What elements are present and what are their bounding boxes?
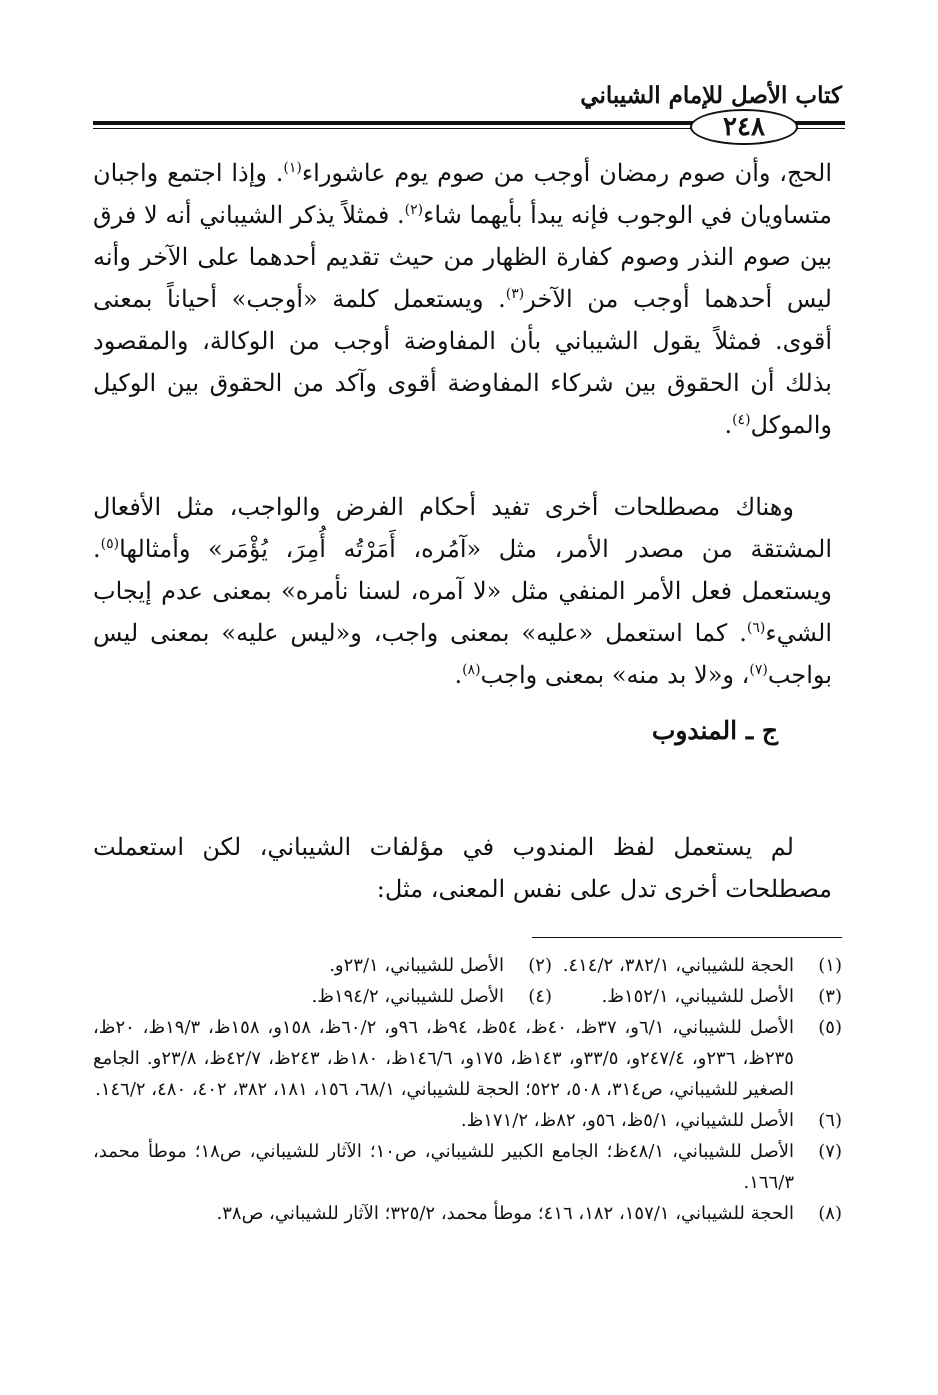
section-heading: ج ـ المندوب xyxy=(651,716,778,745)
footnote-text: الأصل للشيباني، ٥/١ظ، ٥٦و، ٨٢ظ، ١٧١/٢ظ. xyxy=(460,1110,794,1131)
text-run: . xyxy=(454,661,463,689)
text-run: . ويستعمل كلمة «أوجب» أحياناً بمعنى أقوى. فمثلاً يقول الشيباني بأن المفاوضة أوجب من الوكالة، والمقصود بذلك أن الحقوق بين شركاء المفاوضة أقوى وآكد من الحقوق بين الوكيل والموكل xyxy=(93,285,832,439)
footnote-number: (٣) xyxy=(818,986,842,1007)
footnote-ref: (٢) xyxy=(404,202,424,218)
footnote-ref: (٤) xyxy=(732,412,751,428)
paragraph-3-text: لم يستعمل لفظ المندوب في مؤلفات الشيباني، لكن استعملت مصطلحات أخرى تدل على نفس المعنى، مثل: xyxy=(93,833,832,903)
footnote-row xyxy=(93,981,842,1012)
running-header-title: كتاب الأصل للإمام الشيباني xyxy=(580,82,842,109)
footnote-ref: (٣) xyxy=(505,286,525,302)
footnote-number: (٥) xyxy=(818,1017,842,1038)
footnote-number: (٨) xyxy=(818,1203,842,1224)
footnote-text: الأصل للشيباني، ٤٨/١ظ؛ الجامع الكبير للشيباني، ص١٠؛ الآثار للشيباني، ص١٨؛ موطأ محمد، ١٦٦/٣. xyxy=(93,1141,795,1193)
footnote-3 xyxy=(552,981,842,1012)
footnote-text: الأصل للشيباني، ١٩٤/٢ظ. xyxy=(311,986,504,1007)
text-run: . ويستعمل فعل الأمر المنفي مثل «لا آمره، لسنا نأمره» بمعنى عدم إيجاب الشيء xyxy=(93,535,832,647)
footnote-row xyxy=(93,950,842,981)
footnote-ref: (١) xyxy=(283,160,302,176)
footnote-ref: (٨) xyxy=(462,662,481,678)
footnote-text: الحجة للشيباني، ١٥٧/١، ١٨٢، ٤١٦؛ موطأ محمد، ٣٢٥/٢؛ الآثار للشيباني، ص٣٨. xyxy=(216,1203,794,1224)
footnote-number: (٧) xyxy=(818,1141,842,1162)
text-run: . كما استعمل «عليه» بمعنى واجب، و«ليس عليه» بمعنى ليس بواجب xyxy=(93,619,832,689)
footnote-6 xyxy=(93,1105,842,1136)
footnote-text: الحجة للشيباني، ٣٨٢/١، ٤١٤/٢. xyxy=(562,955,794,976)
footnote-7 xyxy=(93,1136,842,1198)
footnote-2 xyxy=(262,950,552,981)
footnote-number: (٤) xyxy=(528,986,552,1007)
text-run: . فمثلاً يذكر الشيباني أنه لا فرق بين صوم النذر وصوم كفارة الظهار من حيث تقديم أحدهما على الآخر وأنه ليس أحدهما أوجب من الآخر xyxy=(93,201,832,313)
text-run: وهناك مصطلحات أخرى تفيد أحكام الفرض والواجب، مثل الأفعال المشتقة من مصدر الأمر، مثل «آمُره، أَمَرْتُه أُمِرَ، يُؤْمَر» وأمثالها xyxy=(93,493,832,563)
footnote-number: (٢) xyxy=(528,955,552,976)
footnote-separator xyxy=(532,937,842,938)
text-run: . xyxy=(724,411,733,439)
text-run: الحج، وأن صوم رمضان أوجب من صوم يوم عاشوراء xyxy=(301,159,832,187)
footnote-5 xyxy=(93,1012,842,1105)
footnote-text: الأصل للشيباني، ٢٣/١و. xyxy=(329,955,504,976)
footnote-ref: (٦) xyxy=(746,620,766,636)
footnote-4 xyxy=(262,981,552,1012)
footnote-number: (١) xyxy=(818,955,842,976)
paragraph-3 xyxy=(93,826,832,910)
footnote-8 xyxy=(93,1198,842,1229)
footnotes xyxy=(93,950,842,1229)
page-number-oval: ٢٤٨ xyxy=(690,109,798,145)
footnote-text: الأصل للشيباني، ١٥٢/١ظ. xyxy=(601,986,794,1007)
text-run: . وإذا اجتمع واجبان متساويان في الوجوب فإنه يبدأ بأيهما شاء xyxy=(93,159,832,229)
paragraph-1 xyxy=(93,152,832,446)
footnote-number: (٦) xyxy=(818,1110,842,1131)
paragraph-2 xyxy=(93,486,832,696)
footnote-1 xyxy=(552,950,842,981)
footnote-ref: (٧) xyxy=(749,662,768,678)
footnote-ref: (٥) xyxy=(100,536,120,552)
footnote-text: الأصل للشيباني، ٦/١و، ٣٧ظ، ٤٠ظ، ٥٤ظ، ٩٤ظ، ٩٦و، ٦٠/٢ظ، ١٥٨و، ١٥٨ظ، ١٩/٣ظ، ٢٠ظ، ٢٣٥ظ، ٢٣٦و، ٢٤٧/٤و، ٣٣/٥و، ١٤٣ظ، ١٧٥و، ١٤٦/٦ظ، ١٨٠ظ، ٢٤٣ظ، ٤٢/٧ظ، ٢٣/٨و. الجامع الصغير للشيباني، ص٣١٤، ٥٠٨، ٥٢٢؛ الحجة للشيباني، ٦٨/١، ١٥٦، ١٨١، ٣٨٢، ٤٠٢، ٤٨٠، ١٤٦/٢. xyxy=(93,1017,794,1100)
text-run: ، و«لا بد منه» بمعنى واجب xyxy=(480,661,750,689)
